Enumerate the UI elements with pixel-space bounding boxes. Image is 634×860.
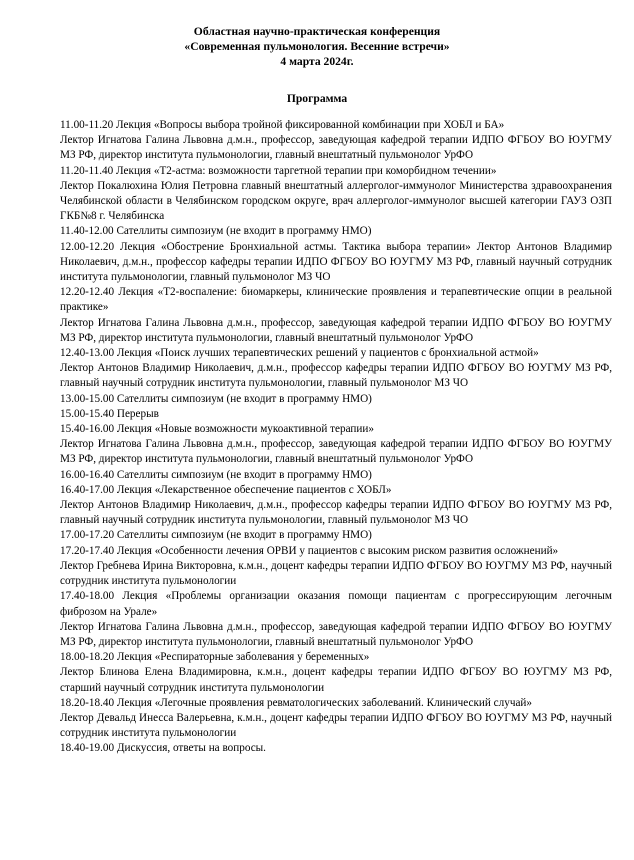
program-entry: 17.40-18.00 Лекция «Проблемы организации оказания помощи пациентам с прогрессирующим легочным фиброзом на Урале» [60, 590, 612, 618]
program-entry: Лектор Гребнева Ирина Викторовна, к.м.н., доцент кафедры терапии ИДПО ФГБОУ ВО ЮУГМУ МЗ РФ, научный сотрудник института пульмонологии [60, 559, 612, 588]
program-entry: Лектор Игнатова Галина Львовна д.м.н., профессор, заведующая кафедрой терапии ИДПО ФГБОУ ВО ЮУГМУ МЗ РФ, директор института пульмонологии, главный внештатный пульмонолог УрФО [60, 438, 612, 466]
program-entry: Лектор Антонов Владимир Николаевич, д.м.н., профессор кафедры терапии ИДПО ФГБОУ ВО ЮУГМУ МЗ РФ, главный научный сотрудник института пульмонологии, главный пульмонолог МЗ ЧО [60, 362, 612, 390]
program-entry: 17.00-17.20 Сателлиты симпозиум (не входит в программу НМО) [60, 529, 372, 542]
conference-date: 4 марта 2024г. [280, 55, 354, 68]
program-entry: 12.20-12.40 Лекция «Т2-воспаление: биомаркеры, клинические проявления и терапевтические опции в реальной практике» [60, 286, 612, 314]
program-entry: 12.40-13.00 Лекция «Поиск лучших терапевтических решений у пациентов с бронхиальной астмой» [60, 347, 539, 360]
program-entry: Лектор Игнатова Галина Львовна д.м.н., профессор, заведующая кафедрой терапии ИДПО ФГБОУ ВО ЮУГМУ МЗ РФ, директор института пульмонологии, главный внештатный пульмонолог УрФО [60, 316, 612, 344]
program-entry: Лектор Игнатова Галина Львовна д.м.н., профессор, заведующая кафедрой терапии ИДПО ФГБОУ ВО ЮУГМУ МЗ РФ, директор института пульмонологии, главный внештатный пульмонолог УрФО [60, 134, 612, 162]
program-entry: 18.40-19.00 Дискуссия, ответы на вопросы. [60, 742, 266, 755]
program-entry: 11.40-12.00 Сателлиты симпозиум (не входит в программу НМО) [60, 225, 372, 238]
program-entry: 18.00-18.20 Лекция «Респираторные заболевания у беременных» [60, 651, 370, 664]
program-entry: Лектор Девальд Инесса Валерьевна, к.м.н., доцент кафедры терапии ИДПО ФГБОУ ВО ЮУГМУ МЗ РФ, научный сотрудник института пульмонологии [60, 711, 612, 740]
conference-subtitle: «Современная пульмонология. Весенние встречи» [184, 40, 450, 53]
program-entry: 16.00-16.40 Сателлиты симпозиум (не входит в программу НМО) [60, 468, 372, 481]
program-entry: 15.00-15.40 Перерыв [60, 407, 159, 420]
program-entry: Лектор Покалюхина Юлия Петровна главный внештатный аллерголог-иммунолог Министерства здравоохранения Челябинской области в Челябинском городском округе, врач аллерголог-иммунолог высшей категории ГАУЗ ОЗП ГКБ№8 г. Челябинска [60, 179, 612, 223]
program-entry: 11.00-11.20 Лекция «Вопросы выбора тройной фиксированной комбинации при ХОБЛ и БА» [60, 119, 505, 131]
program-entry: 13.00-15.00 Сателлиты симпозиум (не входит в программу НМО) [60, 392, 372, 405]
program-entry: 15.40-16.00 Лекция «Новые возможности мукоактивной терапии» [60, 423, 374, 436]
program-heading: Программа [286, 92, 348, 105]
program-entry: 17.20-17.40 Лекция «Особенности лечения ОРВИ у пациентов с высоким риском развития осложнений» [60, 544, 559, 557]
program-body [60, 118, 612, 757]
program-entry: 18.20-18.40 Лекция «Легочные проявления ревматологических заболеваний. Клинический случай» [60, 696, 532, 709]
conference-title: Областная научно-практическая конференция [193, 25, 441, 38]
program-entry: Лектор Антонов Владимир Николаевич, д.м.н., профессор кафедры терапии ИДПО ФГБОУ ВО ЮУГМУ МЗ РФ, главный научный сотрудник института пульмонологии, главный пульмонолог МЗ ЧО [60, 499, 612, 527]
program-entry: 12.00-12.20 Лекция «Обострение Бронхиальной астмы. Тактика выбора терапии» Лектор Антонов Владимир Николаевич, д.м.н., профессор кафедры терапии ИДПО ФГБОУ ВО ЮУГМУ МЗ РФ, главный научный сотрудник института пульмонологии, главный пульмонолог МЗ ЧО [60, 240, 612, 284]
program-entry: Лектор Игнатова Галина Львовна д.м.н., профессор, заведующая кафедрой терапии ИДПО ФГБОУ ВО ЮУГМУ МЗ РФ, директор института пульмонологии, главный внештатный пульмонолог УрФО [60, 620, 612, 648]
program-entry: Лектор Блинова Елена Владимировна, к.м.н., доцент кафедры терапии ИДПО ФГБОУ ВО ЮУГМУ МЗ РФ, старший научный сотрудник института пульмонологии [60, 666, 612, 694]
document-header [0, 24, 634, 69]
program-entry: 11.20-11.40 Лекция «Т2-астма: возможности таргетной терапии при коморбидном течении» [60, 164, 497, 177]
program-entry: 16.40-17.00 Лекция «Лекарственное обеспечение пациентов с ХОБЛ» [60, 483, 392, 496]
